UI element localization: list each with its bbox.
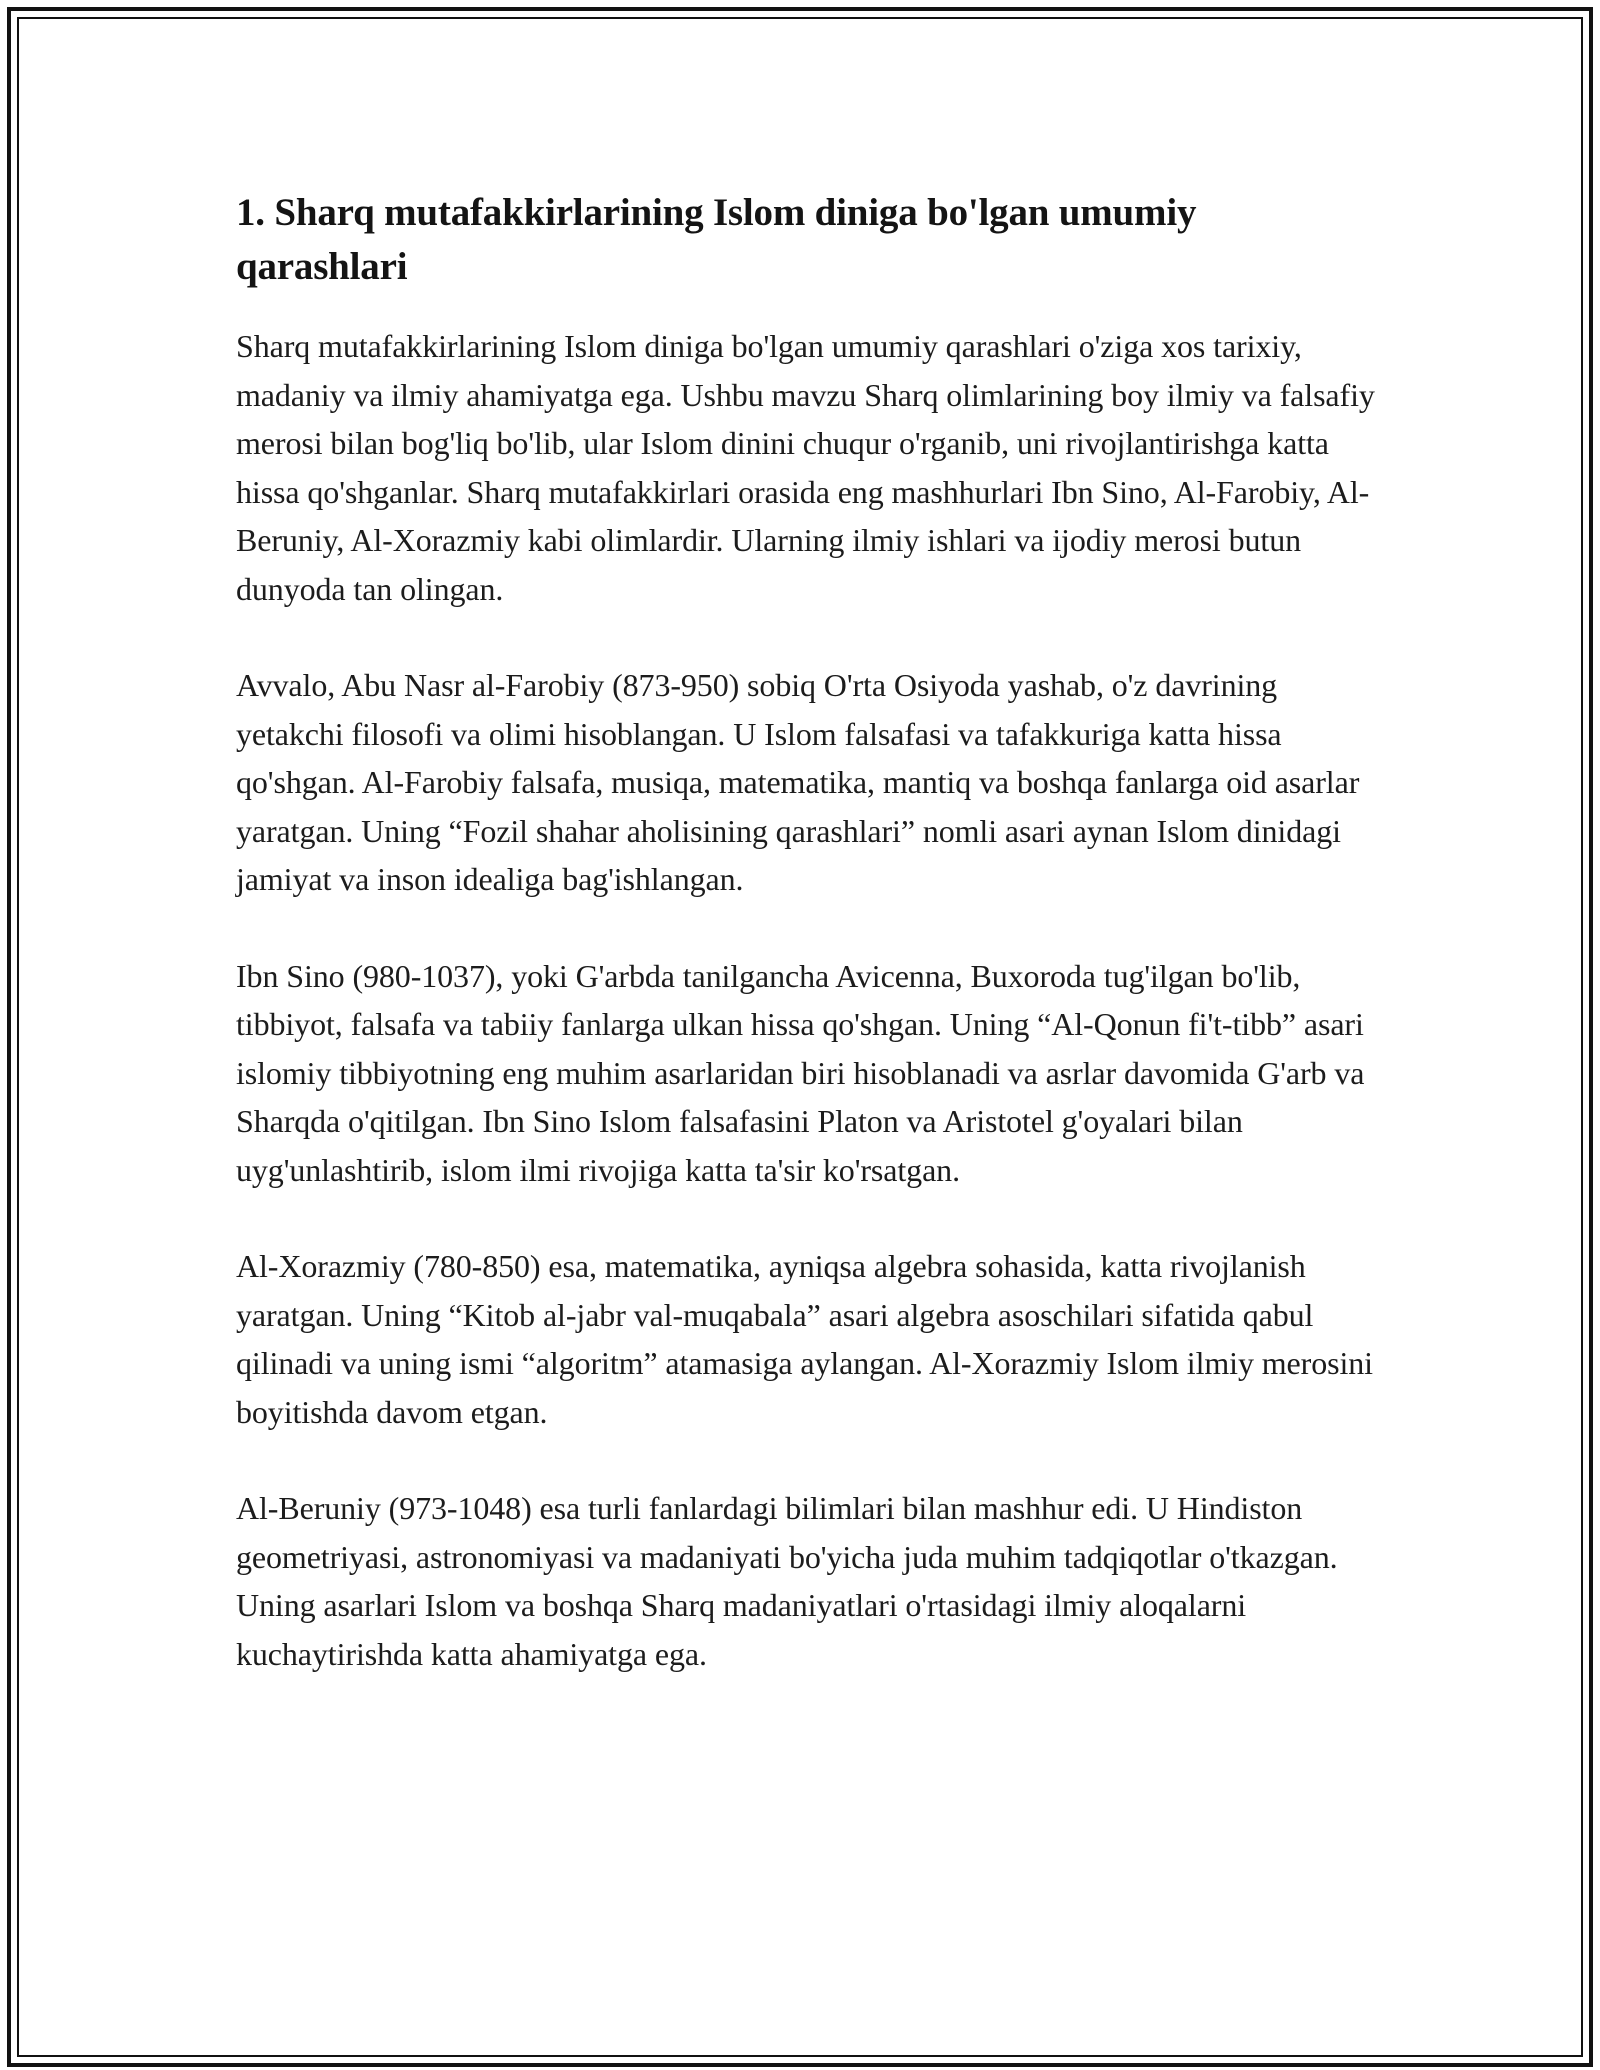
- paragraph-xorazmiy: Al-Xorazmiy (780-850) esa, matematika, ayniqsa algebra sohasida, katta rivojlanish yaratgan. Uning “Kitob al-jabr val-muqabala” asari algebra asoschilari sifatida qabul qilinadi va uning ismi “algoritm” atamasiga aylangan. Al-Xorazmiy Islom ilmiy merosini boyitishda davom etgan.: [236, 1248, 1373, 1430]
- section-heading: 1. Sharq mutafakkirlarining Islom diniga bo'lgan umumiy qarashlari: [236, 191, 1197, 288]
- paragraph-intro: Sharq mutafakkirlarining Islom diniga bo'lgan umumiy qarashlari o'ziga xos tarixiy, madaniy va ilmiy ahamiyatga ega. Ushbu mavzu Sharq olimlarining boy ilmiy va falsafiy merosi bilan bog'liq bo'lib, ular Islom dinini chuqur o'rganib, uni rivojlantirishga katta hissa qo'shganlar. Sharq mutafakkirlari orasida eng mashhurlari Ibn Sino, Al-Farobiy, Al-Beruniy, Al-Xorazmiy kabi olimlardir. Ularning ilmiy ishlari va ijodiy merosi butun dunyoda tan olingan.: [236, 328, 1375, 607]
- paragraph-ibn-sino: Ibn Sino (980-1037), yoki G'arbda tanilgancha Avicenna, Buxoroda tug'ilgan bo'lib, tibbiyot, falsafa va tabiiy fanlarga ulkan hissa qo'shgan. Uning “Al-Qonun fi't-tibb” asari islomiy tibbiyotning eng muhim asarlaridan biri hisoblanadi va asrlar davomida G'arb va Sharqda o'qitilgan. Ibn Sino Islom falsafasini Platon va Aristotel g'oyalari bilan uyg'unlashtirib, islom ilmi rivojiga katta ta'sir ko'rsatgan.: [236, 957, 1365, 1188]
- document-body: [236, 186, 1376, 1726]
- paragraph-farobiy: Avvalo, Abu Nasr al-Farobiy (873-950) sobiq O'rta Osiyoda yashab, o'z davrining yetakchi filosofi va olimi hisoblangan. U Islom falsafasi va tafakkuriga katta hissa qo'shgan. Al-Farobiy falsafa, musiqa, matematika, mantiq va boshqa fanlarga oid asarlar yaratgan. Uning “Fozil shahar aholisining qarashlari” nomli asari aynan Islom dinidagi jamiyat va inson idealiga bag'ishlangan.: [236, 667, 1360, 897]
- paragraph-beruniy: Al-Beruniy (973-1048) esa turli fanlardagi bilimlari bilan mashhur edi. U Hindiston geometriyasi, astronomiyasi va madaniyati bo'yicha juda muhim tadqiqotlar o'tkazgan. Uning asarlari Islom va boshqa Sharq madaniyatlari o'rtasidagi ilmiy aloqalarni kuchaytirishda katta ahamiyatga ega.: [236, 1490, 1338, 1672]
